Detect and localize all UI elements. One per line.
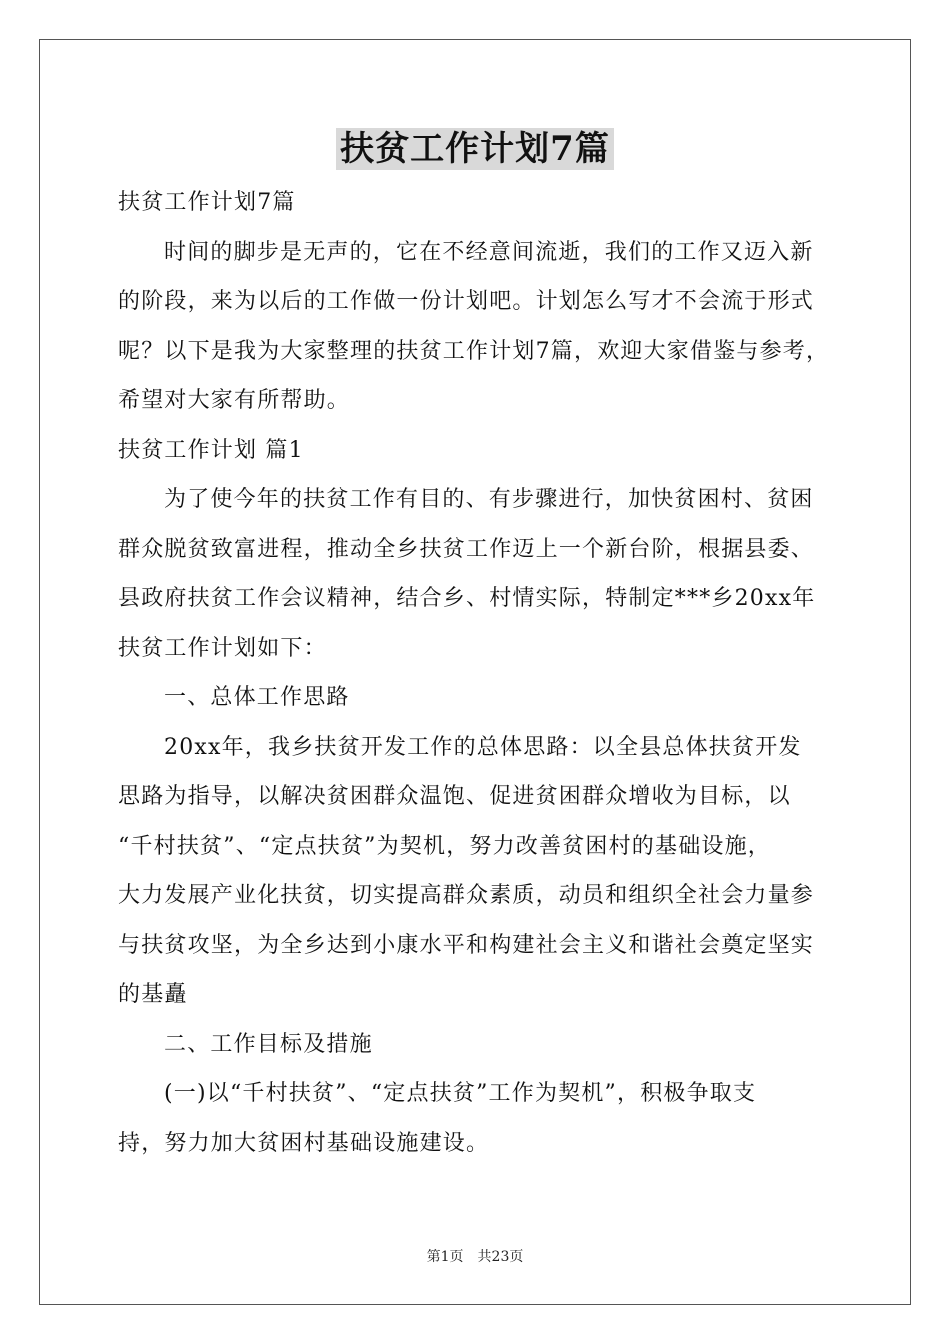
text-line: 二、工作目标及措施 <box>164 1031 373 1057</box>
text-line: 一、总体工作思路 <box>164 685 350 710</box>
text-line: 希望对大家有所帮助。 <box>118 388 351 413</box>
text-line: 20xx年，我乡扶贫开发工作的总体思路：以全县总体扶贫开发 <box>164 734 802 760</box>
text-line: 持，努力加大贫困村基础设施建设。 <box>118 1130 490 1156</box>
text-line: 扶贫工作计划7篇 <box>118 190 296 215</box>
text-line: 时间的脚步是无声的，它在不经意间流逝，我们的工作又迈入新 <box>164 239 814 265</box>
document-body <box>118 178 838 1168</box>
text-line: 群众脱贫致富进程，推动全乡扶贫工作迈上一个新台阶，根据县委、 <box>118 536 815 562</box>
document-title: 扶贫工作计划7篇 <box>336 128 614 170</box>
text-line: 思路为指导，以解决贫困群众温饱、促进贫困群众增收为目标，以 <box>118 784 791 809</box>
text-line: 的阶段，来为以后的工作做一份计划吧。计划怎么写才不会流于形式 <box>118 289 815 314</box>
page-footer: 第1页 共23页 <box>426 1249 524 1265</box>
text-line: (一)以“千村扶贫”、“定点扶贫”工作为契机”，积极争取支 <box>164 1081 757 1106</box>
text-line: 县政府扶贫工作会议精神，结合乡、村情实际，特制定***乡20xx年 <box>118 586 816 611</box>
text-line: 大力发展产业化扶贫，切实提高群众素质，动员和组织全社会力量参 <box>118 883 815 908</box>
text-line: 的基矗 <box>118 982 188 1007</box>
text-line: 呢？以下是我为大家整理的扶贫工作计划7篇，欢迎大家借鉴与参考， <box>118 338 830 364</box>
text-line: 扶贫工作计划如下： <box>118 635 327 661</box>
text-line: 与扶贫攻坚，为全乡达到小康水平和构建社会主义和谐社会奠定坚实 <box>118 932 815 958</box>
title-container <box>0 128 950 170</box>
text-line: 扶贫工作计划 篇1 <box>118 437 304 463</box>
text-line: “千村扶贫”、“定点扶贫”为契机，努力改善贫困村的基础设施， <box>118 833 771 859</box>
text-line: 为了使今年的扶贫工作有目的、有步骤进行，加快贫困村、贫困 <box>164 487 814 512</box>
